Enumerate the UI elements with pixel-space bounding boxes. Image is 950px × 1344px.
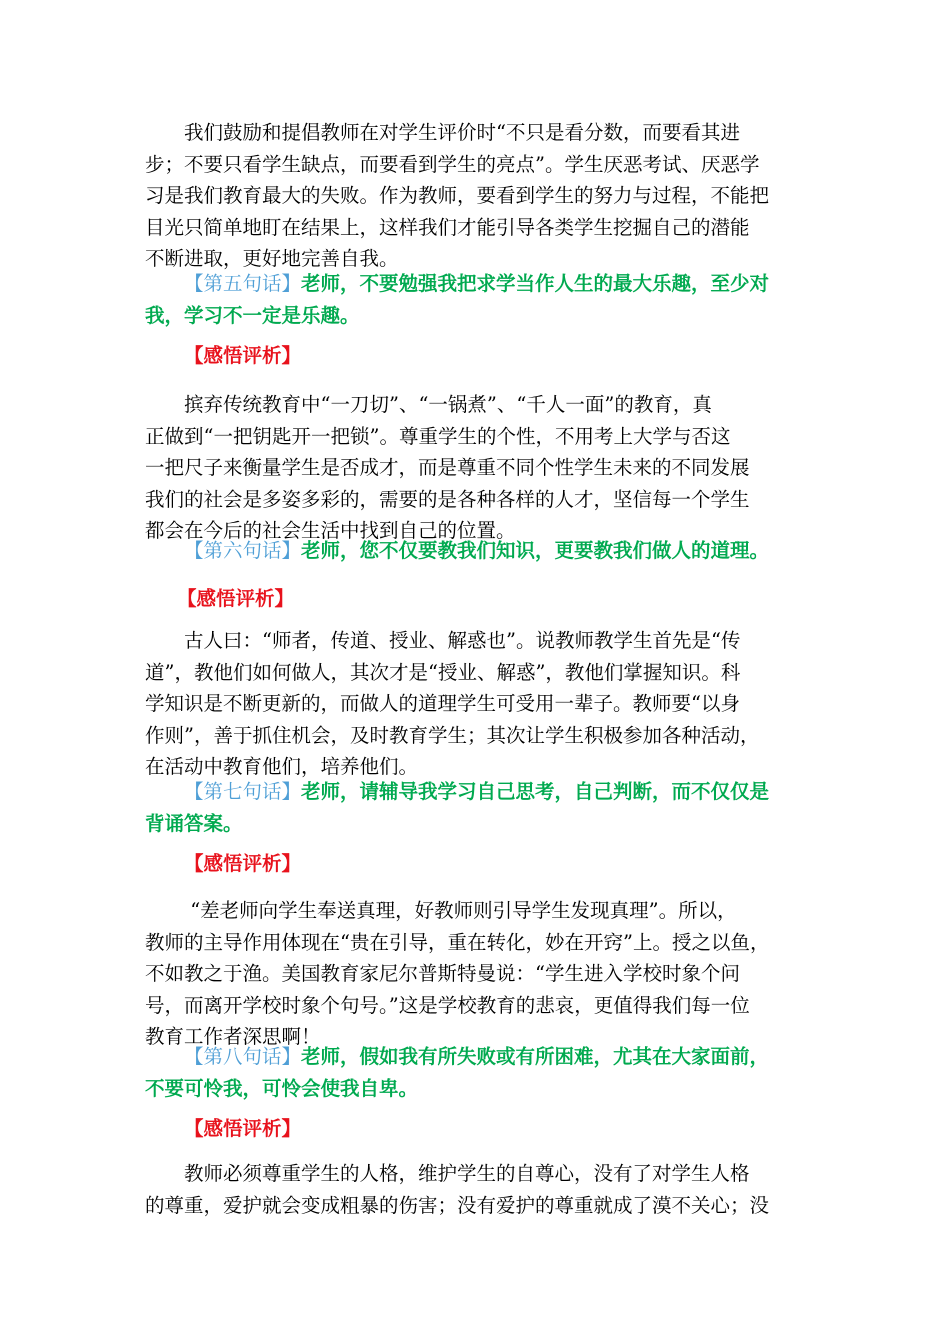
sentence-tag: 【第五句话】 — [184, 272, 302, 295]
reflection-heading: 【感悟评析】 — [184, 1117, 302, 1140]
text-line: 一把尺子来衡量学生是否成才，而是尊重不同个性学生未来的不同发展 — [145, 456, 750, 479]
text-line: 步；不要只看学生缺点，而要看到学生的亮点”。学生厌恶考试、厌恶学 — [145, 152, 760, 176]
text-line: 不如教之于渔。美国教育家尼尔普斯特曼说：“学生进入学校时象个问 — [145, 962, 740, 985]
sentence-text: 老师，您不仅要教我们知识，更要教我们做人的道理。 — [301, 539, 770, 562]
sentence-text: 我，学习不一定是乐趣。 — [145, 303, 360, 327]
paragraph-guidance — [145, 895, 807, 1053]
text-line: 我们的社会是多姿多彩的，需要的是各种各样的人才，坚信每一个学生 — [145, 487, 750, 511]
sentence-text: 老师，请辅导我学习自己思考，自己判断，而不仅仅是 — [301, 780, 770, 803]
text-line: 在活动中教育他们，培养他们。 — [145, 755, 419, 778]
sentence-tag: 【第六句话】 — [184, 539, 302, 562]
text-line: 作则”，善于抓住机会，及时教育学生；其次让学生积极参加各种活动， — [145, 723, 760, 747]
text-line: 教师必须尊重学生的人格，维护学生的自尊心，没有了对学生人格 — [145, 1162, 750, 1185]
sentence-text: 背诵答案。 — [145, 811, 243, 835]
sentence-text: 不要可怜我，可怜会使我自卑。 — [145, 1076, 419, 1100]
text-line: “差老师向学生奉送真理，好教师则引导学生发现真理”。所以， — [145, 899, 737, 922]
sentence-seven-heading — [145, 776, 807, 839]
sentence-tag: 【第七句话】 — [184, 780, 302, 803]
reflection-heading: 【感悟评析】 — [184, 344, 302, 367]
sentence-text: 老师，假如我有所失败或有所困难，尤其在大家面前， — [301, 1045, 770, 1068]
paragraph-respect — [145, 1158, 807, 1221]
sentence-five-heading — [145, 268, 807, 331]
sentence-six-heading — [145, 535, 807, 567]
paragraph-evaluation — [145, 117, 807, 275]
sentence-text: 老师，不要勉强我把求学当作人生的最大乐趣，至少对 — [301, 272, 770, 295]
text-line: 学知识是不断更新的，而做人的道理学生可受用一辈子。教师要“以身 — [145, 692, 740, 715]
sentence-eight-heading — [145, 1041, 807, 1104]
reflection-heading: 【感悟评析】 — [184, 852, 302, 875]
text-line: 教师的主导作用体现在“贵在引导，重在转化，妙在开窍”上。授之以鱼， — [145, 930, 770, 954]
text-line: 都会在今后的社会生活中找到自己的位置。 — [145, 519, 516, 542]
paragraph-teaching-way — [145, 625, 807, 783]
text-line: 的尊重，爱护就会变成粗暴的伤害；没有爱护的尊重就成了漠不关心；没 — [145, 1193, 770, 1217]
text-line: 古人曰：“师者，传道、授业、解惑也”。说教师教学生首先是“传 — [145, 629, 741, 652]
sentence-tag: 【第八句话】 — [184, 1045, 302, 1068]
reflection-heading: 【感悟评析】 — [177, 587, 295, 610]
text-line: 习是我们教育最大的失败。作为教师，要看到学生的努力与过程，不能把 — [145, 184, 770, 207]
text-line: 正做到“一把钥匙开一把锁”。尊重学生的个性，不用考上大学与否这 — [145, 424, 731, 448]
text-line: 道”，教他们如何做人，其次才是“授业、解惑”，教他们掌握知识。科 — [145, 660, 741, 684]
text-line: 教育工作者深思啊！ — [145, 1025, 321, 1048]
text-line: 号，而离开学校时象个句号。”这是学校教育的悲哀，更值得我们每一位 — [145, 993, 750, 1017]
paragraph-individuality — [145, 389, 807, 547]
text-line: 不断进取，更好地完善自我。 — [145, 247, 399, 270]
text-line: 摈弃传统教育中“一刀切”、“一锅煮”、“千人一面”的教育，真 — [145, 393, 712, 416]
text-line: 我们鼓励和提倡教师在对学生评价时“不只是看分数，而要看其进 — [145, 121, 740, 144]
text-line: 目光只简单地盯在结果上，这样我们才能引导各类学生挖掘自己的潜能 — [145, 215, 750, 239]
